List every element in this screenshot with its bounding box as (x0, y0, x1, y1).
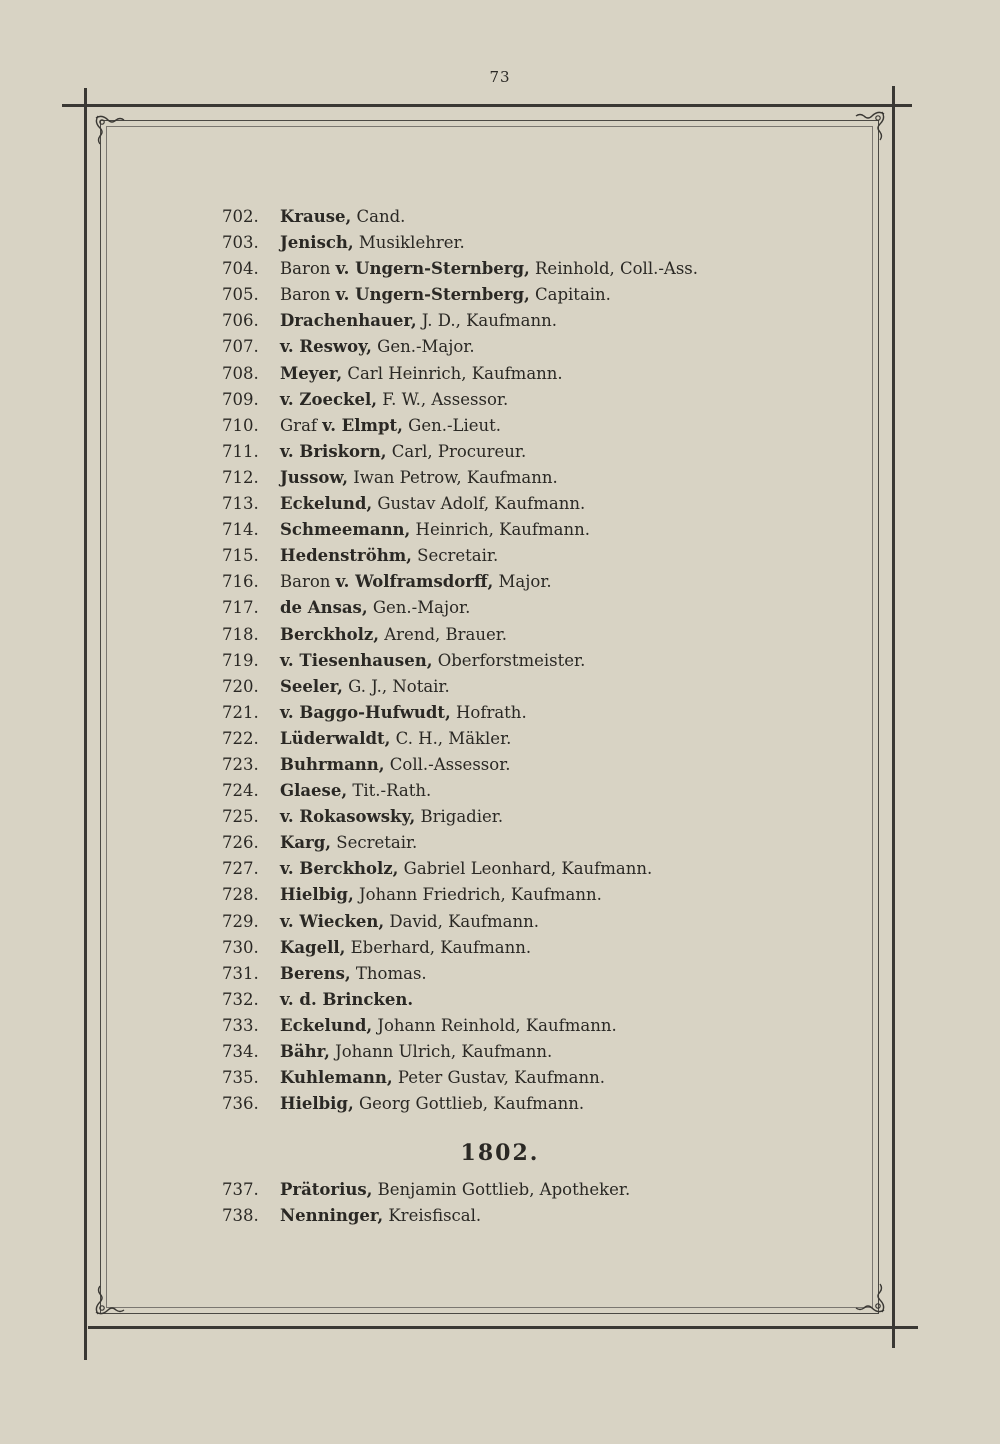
entry-name: Glaese, (280, 781, 348, 801)
entry-number: 727. (222, 859, 259, 879)
entry-details: Gen.-Lieut. (402, 415, 502, 435)
entry-details: Iwan Petrow, Kaufmann. (348, 467, 558, 487)
entry-name: Nenninger, (280, 1206, 384, 1226)
list-item (222, 700, 862, 726)
entry-prefix: Baron (280, 259, 336, 279)
entry-name: Schmeemann, (280, 520, 411, 540)
list-item (222, 987, 862, 1013)
list-item (222, 726, 862, 752)
list-item (222, 1039, 862, 1065)
entry-details: Peter Gustav, Kaufmann. (392, 1068, 605, 1088)
entry-name: Lüderwaldt, (280, 728, 391, 748)
list-item (222, 256, 862, 282)
list-item (222, 361, 862, 387)
entry-name: Kuhlemann, (280, 1068, 393, 1088)
list-item (222, 569, 862, 595)
list-item (222, 308, 862, 334)
entry-number: 728. (222, 885, 259, 905)
entry-name: Hielbig, (280, 885, 354, 905)
entry-details: Brigadier. (415, 807, 504, 827)
entry-name: Berens, (280, 963, 351, 983)
bottom-rule (88, 1326, 918, 1329)
entry-name: v. d. Brincken. (280, 989, 414, 1009)
entry-details: Thomas. (350, 963, 427, 983)
entry-number: 723. (222, 754, 259, 774)
entry-name: Drachenhauer, (280, 311, 417, 331)
entry-details: Georg Gottlieb, Kaufmann. (353, 1094, 585, 1114)
entry-number: 718. (222, 624, 259, 644)
corner-ornament-icon (92, 1282, 128, 1318)
entry-prefix: Graf (280, 415, 323, 435)
list-item (222, 491, 862, 517)
entry-details: Benjamin Gottlieb, Apotheker. (372, 1180, 631, 1199)
entry-name: Krause, (280, 207, 352, 226)
entry-name: Hedenströhm, (280, 546, 412, 566)
entry-number: 709. (222, 389, 259, 409)
entry-name: v. Ungern-Sternberg, (335, 285, 530, 305)
entry-name: Buhrmann, (280, 754, 385, 774)
entry-number: 721. (222, 702, 259, 722)
corner-ornament-icon (92, 112, 128, 148)
entry-name: Meyer, (280, 363, 343, 383)
entry-details: Heinrich, Kaufmann. (410, 520, 591, 540)
list-item (222, 465, 862, 491)
entry-name: Eckelund, (280, 494, 373, 514)
entry-details: Major. (493, 572, 552, 592)
corner-ornament-icon (852, 1280, 888, 1316)
list-item (222, 413, 862, 439)
entry-number: 713. (222, 494, 259, 514)
entry-name: v. Ungern-Sternberg, (335, 259, 530, 279)
list-item (222, 230, 862, 256)
entry-name: Jussow, (280, 467, 348, 487)
page-number: 73 (489, 68, 511, 86)
entry-details: Kreisfiscal. (383, 1206, 482, 1226)
list-item (222, 1065, 862, 1091)
entry-details: Secretair. (331, 833, 418, 853)
list-item (222, 909, 862, 935)
entry-name: v. Reswoy, (280, 337, 372, 357)
list-item (222, 517, 862, 543)
entry-number: 733. (222, 1015, 259, 1035)
entry-name: Bähr, (280, 1042, 330, 1061)
entry-number: 708. (222, 363, 259, 383)
list-item (222, 935, 862, 961)
entry-name: v. Elmpt, (322, 415, 403, 435)
entry-number: 738. (222, 1206, 259, 1226)
entry-number: 715. (222, 546, 259, 566)
entry-number: 726. (222, 833, 259, 853)
entry-name: Kagell, (280, 937, 346, 957)
entry-details: Musiklehrer. (353, 233, 465, 253)
entry-number: 719. (222, 650, 259, 670)
entry-name: v. Tiesenhausen, (280, 650, 433, 670)
top-rule (62, 104, 912, 107)
entry-details: C. H., Mäkler. (390, 728, 512, 748)
entry-number: 710. (222, 415, 259, 435)
list-item (222, 752, 862, 778)
entry-details: Gabriel Leonhard, Kaufmann. (398, 859, 653, 879)
entry-details: Cand. (351, 207, 406, 226)
list-item (222, 674, 862, 700)
entry-number: 703. (222, 233, 259, 253)
entry-number: 704. (222, 259, 259, 279)
entry-name: Seeler, (280, 676, 343, 696)
entry-name: de Ansas, (280, 598, 368, 618)
entry-number: 731. (222, 963, 259, 983)
list-item (222, 961, 862, 987)
entry-number: 714. (222, 520, 259, 540)
list-item (222, 804, 862, 830)
list-item (222, 334, 862, 360)
entry-name: Berckholz, (280, 624, 379, 644)
entry-number: 736. (222, 1094, 259, 1114)
entry-details: Oberforstmeister. (432, 650, 586, 670)
entry-number: 724. (222, 781, 259, 801)
entry-number: 712. (222, 467, 259, 487)
entry-details: Eberhard, Kaufmann. (345, 937, 532, 957)
entry-details: Hofrath. (450, 702, 527, 722)
entry-name: v. Berckholz, (280, 859, 399, 879)
entry-number: 706. (222, 311, 259, 331)
list-item (222, 882, 862, 908)
entry-name: v. Wolframsdorff, (335, 572, 494, 592)
entry-number: 707. (222, 337, 259, 357)
member-list (222, 204, 862, 1117)
entry-number: 730. (222, 937, 259, 957)
entry-details: Capitain. (529, 285, 611, 305)
entry-number: 722. (222, 728, 259, 748)
entry-number: 729. (222, 911, 259, 931)
list-item (222, 622, 862, 648)
entry-details: Arend, Brauer. (379, 624, 508, 644)
list-item (222, 778, 862, 804)
entry-details: Carl Heinrich, Kaufmann. (342, 363, 563, 383)
list-item (222, 830, 862, 856)
entry-details: Tit.-Rath. (347, 781, 432, 801)
entry-details: Reinhold, Coll.-Ass. (529, 259, 699, 279)
entry-number: 732. (222, 989, 259, 1009)
entry-details: Gen.-Major. (367, 598, 471, 618)
entry-name: Jenisch, (280, 233, 354, 253)
entry-number: 737. (222, 1180, 259, 1199)
entry-number: 717. (222, 598, 259, 618)
entry-name: Hielbig, (280, 1094, 354, 1114)
entry-name: Prätorius, (280, 1180, 373, 1199)
entry-details: Johann Reinhold, Kaufmann. (372, 1015, 617, 1035)
entry-details: Gen.-Major. (371, 337, 475, 357)
list-item (222, 387, 862, 413)
member-list-1802 (222, 1177, 862, 1229)
entry-details: F. W., Assessor. (376, 389, 509, 409)
entry-name: Eckelund, (280, 1015, 373, 1035)
entry-number: 702. (222, 207, 259, 226)
list-item (222, 856, 862, 882)
entry-name: v. Baggo-Hufwudt, (280, 702, 451, 722)
entry-name: Karg, (280, 833, 332, 853)
entry-details: Gustav Adolf, Kaufmann. (372, 494, 586, 514)
list-item (222, 1203, 862, 1229)
entry-details: Secretair. (411, 546, 499, 566)
year-heading: 1802. (460, 1140, 540, 1166)
list-item (222, 439, 862, 465)
entry-details: G. J., Notair. (342, 676, 450, 696)
list-item (222, 282, 862, 308)
entry-number: 705. (222, 285, 259, 305)
list-item (222, 204, 862, 230)
entry-name: v. Rokasowsky, (280, 807, 416, 827)
entry-details: J. D., Kaufmann. (416, 311, 557, 331)
entry-prefix: Baron (280, 285, 336, 305)
entry-number: 711. (222, 441, 259, 461)
left-rule (84, 88, 87, 1360)
corner-ornament-icon (852, 108, 888, 144)
entry-number: 725. (222, 807, 259, 827)
entry-details: Coll.-Assessor. (384, 754, 511, 774)
list-item (222, 1177, 862, 1203)
entry-number: 734. (222, 1042, 259, 1061)
entry-number: 720. (222, 676, 259, 696)
list-item (222, 543, 862, 569)
entry-number: 716. (222, 572, 259, 592)
entry-details: Johann Friedrich, Kaufmann. (353, 885, 602, 905)
list-item (222, 595, 862, 621)
entry-name: v. Briskorn, (280, 441, 387, 461)
entry-name: v. Wiecken, (280, 911, 385, 931)
list-item (222, 1013, 862, 1039)
entry-details: Carl, Procureur. (386, 441, 527, 461)
entry-number: 735. (222, 1068, 259, 1088)
list-item (222, 1091, 862, 1117)
list-item (222, 648, 862, 674)
entry-prefix: Baron (280, 572, 336, 592)
entry-details: David, Kaufmann. (384, 911, 539, 931)
entry-details: Johann Ulrich, Kaufmann. (329, 1042, 553, 1061)
entry-name: v. Zoeckel, (280, 389, 377, 409)
